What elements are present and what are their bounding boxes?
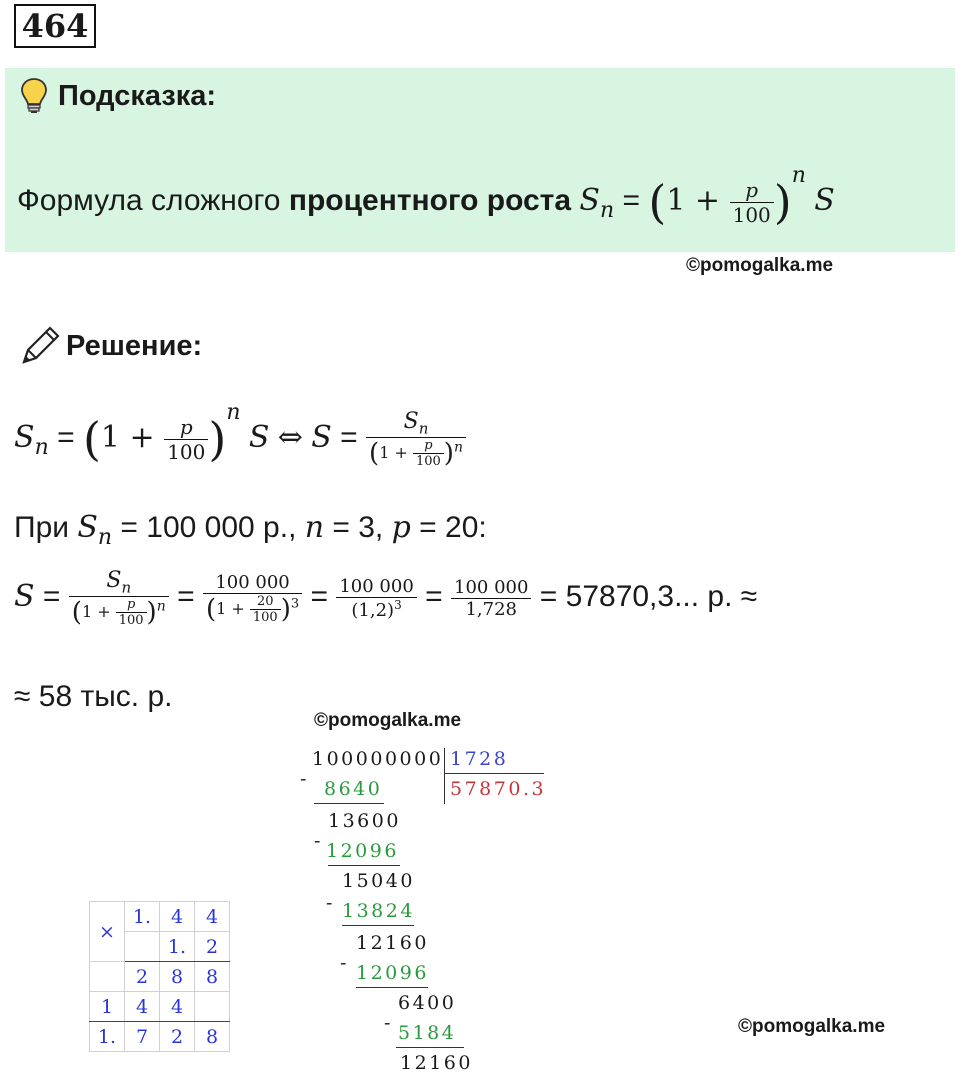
exponent-n: n — [791, 163, 806, 188]
paren-left: ( — [648, 175, 667, 230]
paren-right: ) — [773, 175, 792, 230]
multiply-sign: × — [90, 902, 125, 962]
solution-title: Решение: — [66, 330, 203, 362]
computation-line: S = $S_n$ (1 + $\frac{p}{100}$ )$^n$ = 100 000 (1 + $\frac{20}{100}$ )$^3$ = $\frac{100 000}{(1,2)^3}$ = $\frac{100 000}{1,728}$ = 57870,3... р. ≈ — [14, 568, 758, 629]
final-answer: ≈ 58 тыс. р. — [14, 680, 173, 713]
fraction-p-100: $\frac{p}{100}$ — [730, 178, 774, 227]
one-plus: 1 + — [666, 183, 730, 218]
lightbulb-icon — [18, 76, 50, 116]
credit-1: ©pomogalka.me — [686, 255, 834, 276]
credit-3: ©pomogalka.me — [738, 1016, 886, 1037]
step-10: 12160 — [400, 1052, 473, 1074]
step-6: 12160 — [356, 932, 429, 954]
hint-text-prefix: Формула сложного — [17, 184, 289, 217]
hint-text-bold: процентного роста — [288, 184, 572, 217]
equals-sign: = — [622, 184, 641, 217]
divisor: 1728 — [450, 748, 509, 770]
formula-line-1: $S_n = (1$ + $\frac{p}{100}$ )$^n$ S ⇔ S = $S_n$ (1 + $\frac{p}{100}$ )$^n$ — [14, 400, 466, 469]
step-1: 8640 — [324, 778, 383, 800]
hint-formula-line — [17, 163, 835, 229]
credit-2: ©pomogalka.me — [314, 710, 462, 731]
pencil-icon — [18, 324, 62, 368]
step-7: 12096 — [356, 962, 429, 984]
dividend: 100000000 — [312, 748, 444, 770]
step-3: 12096 — [326, 840, 399, 862]
step-5: 13824 — [342, 900, 415, 922]
task-number: 464 — [14, 4, 96, 48]
hint-title: Подсказка: — [58, 80, 217, 112]
formula-s: S — [814, 183, 835, 218]
quotient: 57870.3 — [450, 778, 547, 800]
fraction-sn-over-denominator: $S_n$ (1 + $\frac{p}{100}$ )$^n$ — [366, 409, 466, 469]
formula-sn: $S_n$ — [579, 183, 615, 223]
step-4: 15040 — [342, 870, 415, 892]
step-8: 6400 — [398, 992, 457, 1014]
step-9: 5184 — [398, 1022, 457, 1044]
step-2: 13600 — [328, 810, 401, 832]
given-values-line: При $S_n = 100$ 000 р., n = 3, p = 20: — [14, 510, 487, 550]
multiplication-grid: × 1. 4 4 1. 2 2 8 8 1 4 4 1. 7 2 8 — [89, 901, 230, 1052]
